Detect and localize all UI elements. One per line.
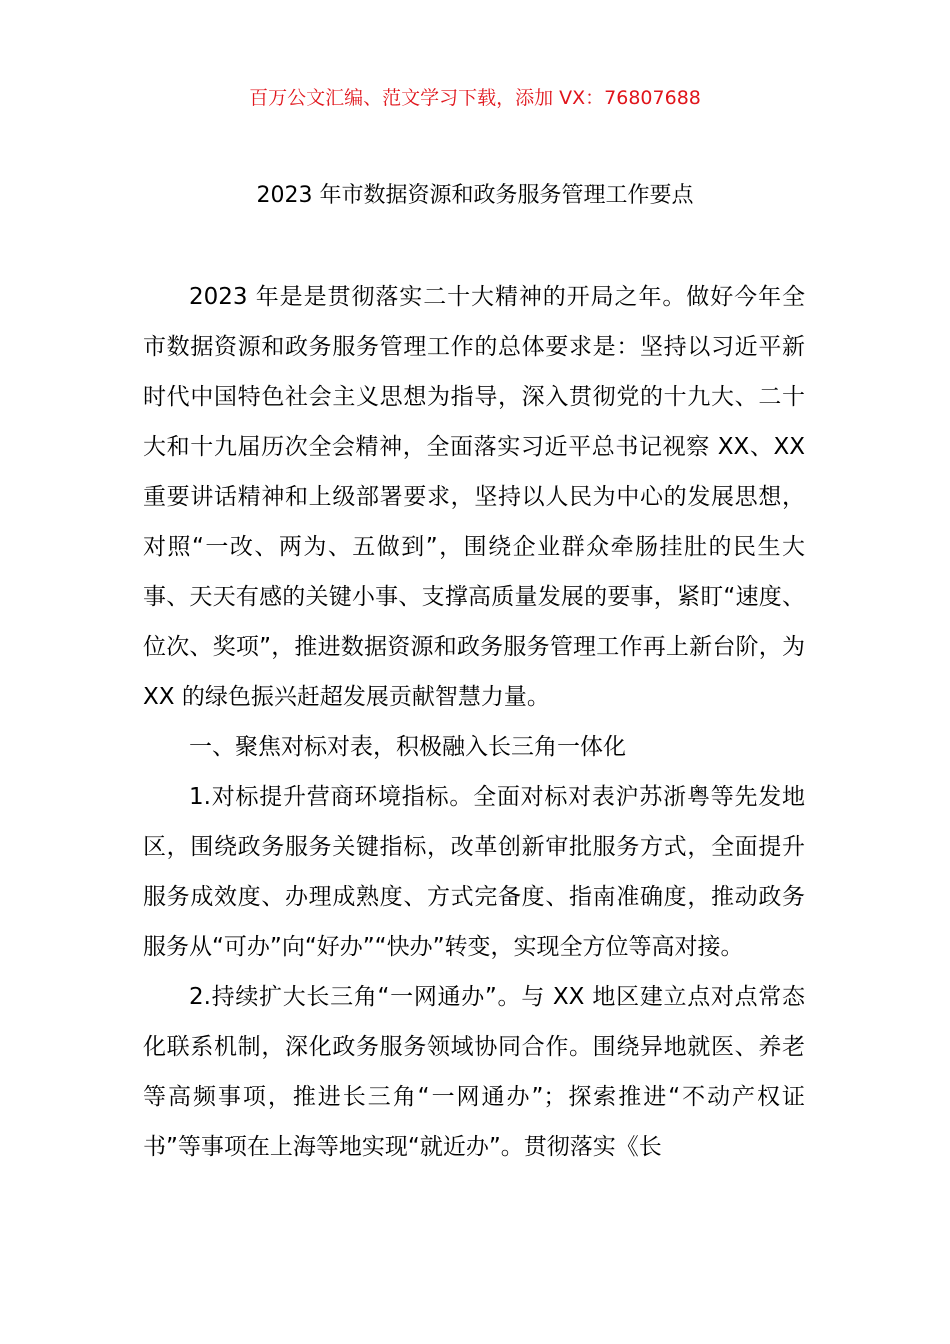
document-body xyxy=(143,272,805,1172)
paragraph-intro: 2023 年是是贯彻落实二十大精神的开局之年。做好今年全市数据资源和政务服务管理工作的总体要求是：坚持以习近平新时代中国特色社会主义思想为指导，深入贯彻党的十九大、二十大和十九届历次全会精神，全面落实习近平总书记视察 XX、XX 重要讲话精神和上级部署要求，坚持以人民为中心的发展思想，对照“一改、两为、五做到”，围绕企业群众牵肠挂肚的民生大事、天天有感的关键小事、支撑高质量发展的要事，紧盯“速度、位次、奖项”，推进数据资源和政务服务管理工作再上新台阶，为 XX 的绿色振兴赶超发展贡献智慧力量。 xyxy=(143,284,805,710)
paragraph-item-2: 2.持续扩大长三角“一网通办”。与 XX 地区建立点对点常态化联系机制，深化政务服务领域协同合作。围绕异地就医、养老等高频事项，推进长三角“一网通办”；探索推进“不动产权证书”等事项在上海等地实现“就近办”。贯彻落实《长 xyxy=(143,984,805,1160)
document-title: 2023 年市数据资源和政务服务管理工作要点 xyxy=(256,183,694,208)
paragraph-item-1: 1.对标提升营商环境指标。全面对标对表沪苏浙粤等先发地区，围绕政务服务关键指标，改革创新审批服务方式，全面提升服务成效度、办理成熟度、方式完备度、指南准确度，推动政务服务从“可办”向“好办”“快办”转变，实现全方位等高对接。 xyxy=(143,784,805,960)
section-heading: 一、聚焦对标对表，积极融入长三角一体化 xyxy=(189,734,626,760)
watermark-banner: 百万公文汇编、范文学习下载，添加 VX：76807688 xyxy=(249,87,701,109)
